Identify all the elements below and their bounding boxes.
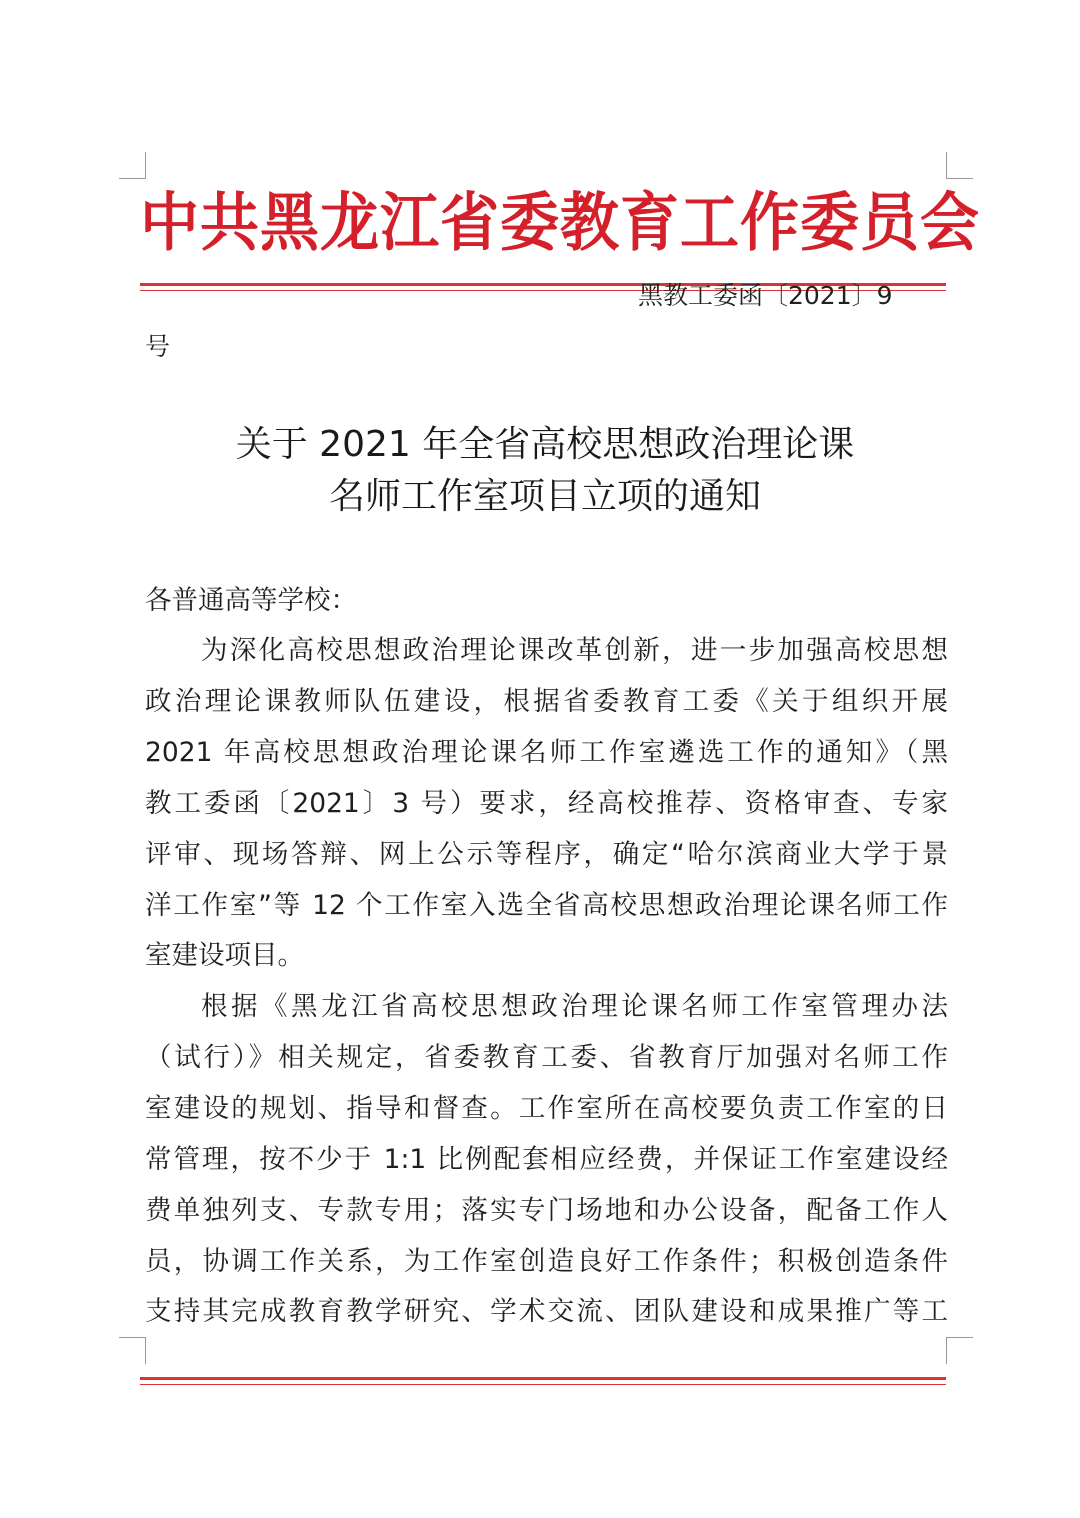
paragraph-1-line-4: 教工委函〔2021〕3 号）要求，经高校推荐、资格审查、专家 [145,788,948,819]
document-number-suffix: 号 [145,332,171,361]
paragraph-2-line-1: 根据《黑龙江省高校思想政治理论课名师工作室管理办法 [201,991,948,1022]
paragraph-2-line-6: 员，协调工作关系，为工作室创造良好工作条件；积极创造条件 [145,1246,948,1277]
paragraph-2-line-5: 费单独列支、专款专用；落实专门场地和办公设备，配备工作人 [145,1195,948,1226]
crop-mark-bottom-left [119,1337,146,1364]
paragraph-1-line-3: 2021 年高校思想政治理论课名师工作室遴选工作的通知》（黑 [145,737,948,768]
crop-mark-bottom-right [946,1337,973,1364]
paragraph-1-line-1: 为深化高校思想政治理论课改革创新，进一步加强高校思想 [201,635,948,666]
paragraph-1-line-7: 室建设项目。 [145,940,304,971]
paragraph-2-line-7: 支持其完成教育教学研究、学术交流、团队建设和成果推广等工 [145,1296,948,1327]
document-title-line-1: 关于 2021 年全省高校思想政治理论课 [235,424,855,465]
paragraph-2-line-3: 室建设的规划、指导和督查。工作室所在高校要负责工作室的日 [145,1093,948,1124]
crop-mark-top-right [946,152,973,179]
salutation: 各普通高等学校： [145,585,357,616]
footer-red-rule-thin [140,1384,946,1385]
paragraph-1-line-5: 评审、现场答辩、网上公示等程序，确定“哈尔滨商业大学于景 [145,839,948,870]
paragraph-1-line-2: 政治理论课教师队伍建设，根据省委教育工委《关于组织开展 [145,686,948,717]
footer-red-rule-thick [140,1377,946,1380]
paragraph-2-line-2: （试行）》相关规定，省委教育工委、省教育厅加强对名师工作 [145,1042,948,1073]
document-number: 黑教工委函〔2021〕9 [638,281,893,310]
document-title-line-2: 名师工作室项目立项的通知 [328,476,761,517]
letterhead-org-name: 中共黑龙江省委教育工作委员会 [140,185,981,260]
paragraph-2-line-4: 常管理，按不少于 1:1 比例配套相应经费，并保证工作室建设经 [145,1144,948,1175]
paragraph-1-line-6: 洋工作室”等 12 个工作室入选全省高校思想政治理论课名师工作 [145,890,948,921]
